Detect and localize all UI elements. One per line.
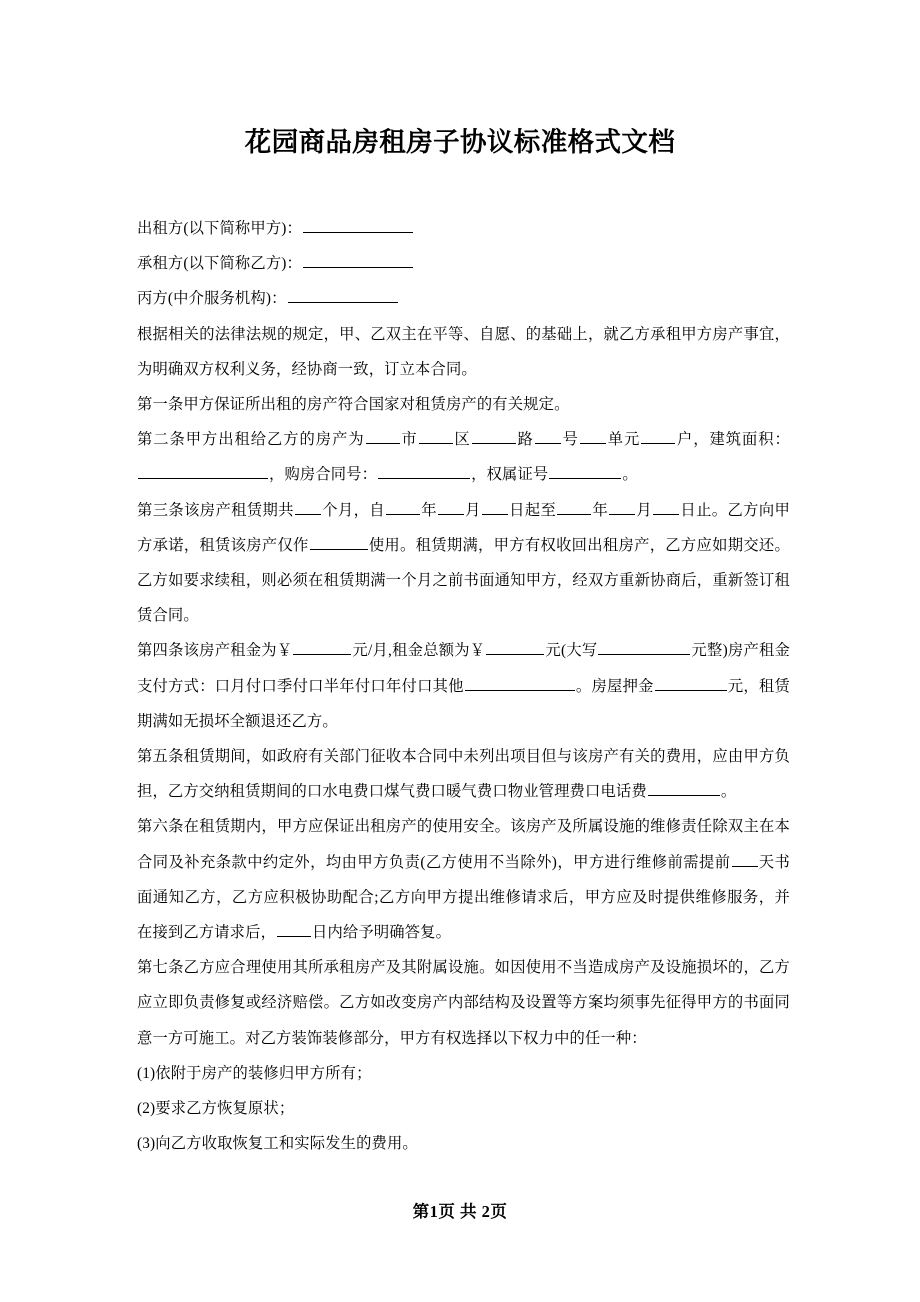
article-2-blank-number[interactable] — [535, 429, 561, 445]
article-3-seg-6: 年 — [592, 501, 609, 519]
article-2-blank-city[interactable] — [366, 429, 400, 445]
article-2-blank-household[interactable] — [641, 429, 675, 445]
article-6-paragraph — [137, 809, 790, 950]
article-4-blank-deposit[interactable] — [655, 675, 727, 691]
checkbox-yearly-icon[interactable]: 口 — [370, 677, 386, 695]
article-5-fee-4: 物业管理费 — [507, 783, 586, 801]
article-3-seg-9: 使用。租赁期满，甲方有权收回出租房产，乙方应如期交还。乙方如要求续租，则必须在租赁期满一个月之前书面通知甲方，经双方重新协商后，重新签订租赁合同。 — [137, 536, 790, 625]
page-footer: 第1页 共 2页 — [412, 1202, 508, 1221]
article-3-blank-end-day[interactable] — [653, 499, 679, 515]
article-2-blank-area[interactable] — [138, 464, 268, 480]
checkbox-other-icon[interactable]: 口 — [417, 677, 433, 695]
article-6-seg-2: 天书面通知乙方，乙方应积极协助配合;乙方向甲方提出维修请求后，甲方应及时提供维修服务，并在接到乙方请求后， — [137, 853, 790, 942]
article-2-seg-8: ，购房合同号： — [269, 466, 378, 484]
article-4-opt-2: 季付 — [277, 677, 309, 695]
checkbox-gas-icon[interactable]: 口 — [368, 783, 385, 801]
party-lessee-blank[interactable] — [303, 253, 413, 269]
article-3-blank-start-day[interactable] — [482, 499, 508, 515]
article-2-seg-4: 路 — [516, 431, 534, 449]
article-5-fee-5: 电话费 — [600, 783, 647, 801]
article-4-seg-5: 。房屋押金 — [575, 677, 654, 695]
article-2-blank-road[interactable] — [472, 429, 516, 445]
article-4-seg-3: 元(大写 — [545, 642, 598, 660]
party-lessor-line — [137, 211, 790, 246]
party-lessor-label: 出租方(以下简称甲方)： — [137, 220, 302, 237]
article-3-blank-usage[interactable] — [310, 534, 368, 550]
party-agent-blank[interactable] — [288, 288, 398, 304]
article-7-item-1: (1)依附于房产的装修归甲方所有； — [137, 1064, 372, 1082]
party-lessor-blank[interactable] — [303, 217, 413, 233]
party-agent-label: 丙方(中介服务机构)： — [137, 290, 287, 308]
article-4-seg-2: 元/月,租金总额为￥ — [352, 642, 486, 660]
article-6-seg-1: 第六条在租赁期内，甲方应保证出租房产的使用安全。该房产及所属设施的维修责任除双主在本合同及补充条款中约定外，均由甲方负责(乙方使用不当除外)，甲方进行维修前需提前 — [137, 818, 790, 871]
article-3-seg-1: 第三条该房产租赁期共 — [137, 501, 294, 519]
checkbox-monthly-icon[interactable]: 口 — [214, 677, 231, 695]
article-2-blank-unit[interactable] — [580, 429, 606, 445]
article-3-blank-start-month[interactable] — [438, 499, 464, 515]
article-5-paragraph — [137, 739, 790, 809]
article-3-blank-end-month[interactable] — [609, 499, 635, 515]
article-5-fee-2: 煤气费 — [384, 783, 431, 801]
article-4-seg-6: 元，租赁期满如无损坏全额退还乙方。 — [137, 677, 790, 730]
article-5-fee-3: 暖气费 — [445, 783, 493, 801]
article-1-paragraph: 第一条甲方保证所出租的房产符合国家对租赁房产的有关规定。 — [137, 396, 570, 414]
article-5-fee-1: 水电费 — [322, 783, 369, 801]
article-3-blank-months[interactable] — [295, 499, 321, 515]
article-3-blank-end-year[interactable] — [557, 499, 591, 515]
article-2-seg-6: 单元 — [606, 431, 641, 449]
article-7-item-2: (2)要求乙方恢复原状； — [137, 1100, 295, 1118]
article-2-paragraph — [137, 422, 790, 492]
article-4-blank-other-payment[interactable] — [465, 675, 575, 691]
article-7-item-3: (3)向乙方收取恢复工和实际发生的费用。 — [137, 1135, 418, 1153]
article-2-seg-7: 户，建筑面积： — [676, 431, 791, 449]
article-2-seg-5: 号 — [561, 431, 579, 449]
article-4-seg-4: 元整)房产租金支付方式： — [137, 642, 790, 695]
article-3-seg-7: 月 — [636, 501, 653, 519]
article-3-seg-2: 个月，自 — [321, 501, 385, 519]
article-4-paragraph — [137, 633, 790, 739]
party-lessee-line — [137, 246, 790, 281]
article-4-opt-4: 年付 — [385, 677, 418, 695]
article-4-opt-1: 月付 — [230, 677, 262, 695]
article-4-seg-1: 第四条该房产租金为￥ — [137, 642, 293, 660]
party-agent-line — [137, 281, 790, 316]
article-2-seg-2: 市 — [400, 431, 418, 449]
article-4-opt-3: 半年付 — [323, 677, 371, 695]
checkbox-property-icon[interactable]: 口 — [492, 783, 508, 801]
document-body — [137, 211, 790, 1161]
article-4-blank-monthly-rent[interactable] — [293, 640, 351, 656]
article-6-blank-notice-days[interactable] — [732, 851, 758, 867]
article-4-blank-amount-words[interactable] — [598, 640, 690, 656]
article-5-seg-2: 。 — [720, 783, 737, 801]
article-2-blank-ownership-no[interactable] — [549, 464, 621, 480]
article-2-seg-9: ，权属证号 — [471, 466, 549, 484]
article-3-seg-8: 日止。乙方向甲方承诺，租赁该房产仅作 — [137, 501, 791, 554]
article-3-seg-3: 年 — [420, 501, 437, 519]
party-lessee-label: 承租方(以下简称乙方)： — [137, 255, 302, 273]
article-2-seg-1: 第二条甲方出租给乙方的房产为 — [137, 431, 365, 449]
page-title: 花园商品房租房子协议标准格式文档 — [244, 126, 676, 157]
article-6-seg-3: 日内给予明确答复。 — [312, 924, 452, 942]
article-7-paragraph: 第七条乙方应合理使用其所承租房产及其附属设施。如因使用不当造成房产及设施损坏的，乙方应立即负责修复或经济赔偿。乙方如改变房产内部结构及设置等方案均须事先征得甲方的书面同意一方可施工。对乙方装饰装修部分，甲方有权选择以下权力中的任一种： — [137, 959, 790, 1047]
article-5-blank-other-fee[interactable] — [648, 781, 720, 797]
article-2-seg-3: 区 — [453, 431, 471, 449]
article-2-seg-10: 。 — [622, 466, 638, 484]
checkbox-quarterly-icon[interactable]: 口 — [261, 677, 278, 695]
article-5-seg-1: 第五条租赁期间，如政府有关部门征收本合同中未列出项目但与该房产有关的费用，应由甲方负担，乙方交纳租赁期间的 — [137, 748, 790, 801]
checkbox-heating-icon[interactable]: 口 — [430, 783, 446, 801]
article-4-blank-total-rent[interactable] — [486, 640, 544, 656]
checkbox-phone-icon[interactable]: 口 — [585, 783, 601, 801]
article-3-blank-start-year[interactable] — [386, 499, 420, 515]
article-6-blank-reply-days[interactable] — [277, 922, 311, 938]
article-4-opt-5: 其他 — [432, 677, 464, 695]
article-3-seg-4: 月 — [464, 501, 481, 519]
article-2-blank-contract-no[interactable] — [378, 464, 470, 480]
checkbox-utilities-icon[interactable]: 口 — [306, 783, 323, 801]
article-2-blank-district[interactable] — [419, 429, 453, 445]
article-3-seg-5: 日起至 — [508, 501, 557, 519]
checkbox-halfyear-icon[interactable]: 口 — [308, 677, 324, 695]
preamble-paragraph: 根据相关的法律法规的规定，甲、乙双主在平等、自愿、的基础上，就乙方承租甲方房产事宜，为明确双方权利义务，经协商一致，订立本合同。 — [137, 325, 790, 378]
article-3-paragraph — [137, 493, 790, 634]
